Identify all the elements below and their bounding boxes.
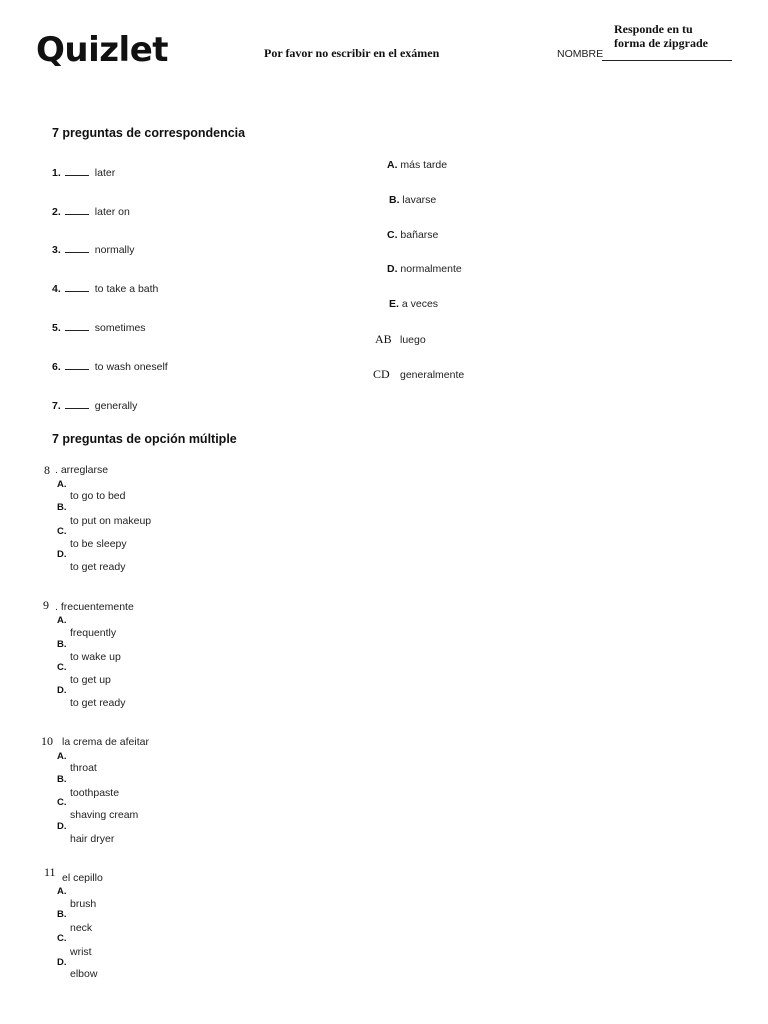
answer-letter: B. (389, 194, 400, 206)
matching-question (52, 283, 158, 295)
question-prompt: la crema de afeitar (62, 736, 149, 748)
matching-answer (389, 298, 438, 310)
question-prompt: . arreglarse (55, 464, 109, 476)
option-letter: D. (57, 549, 67, 560)
answer-text: lavarse (402, 194, 437, 206)
option-letter: B. (57, 774, 67, 785)
answer-blank (65, 206, 89, 215)
answer-blank (65, 283, 89, 292)
option-letter: A. (57, 886, 67, 897)
answer-blank (65, 400, 89, 409)
question-text: to take a bath (94, 283, 159, 295)
option-text: throat (70, 762, 97, 774)
question-text: normally (94, 244, 135, 256)
answer-text: más tarde (400, 159, 448, 171)
option-text: wrist (70, 946, 92, 958)
question-number: 7. (52, 400, 61, 412)
answer-blank (65, 361, 89, 370)
question-text: later (94, 167, 116, 179)
question-number: 9 (43, 598, 49, 612)
option-letter: B. (57, 909, 67, 920)
question-number: 8 (44, 463, 50, 477)
multiple-choice-title: 7 preguntas de opción múltiple (52, 432, 237, 446)
question-prompt: . frecuentemente (55, 601, 134, 613)
answer-letter: C. (387, 229, 398, 241)
option-text: to go to bed (70, 490, 126, 502)
matching-question (52, 244, 134, 256)
question-text: generally (94, 400, 138, 412)
answer-letter: A. (387, 159, 398, 171)
answer-letter: D. (387, 263, 398, 275)
question-number: 6. (52, 361, 61, 373)
matching-question (52, 206, 130, 218)
zipgrade-note (614, 22, 708, 50)
question-number: 2. (52, 206, 61, 218)
answer-text: a veces (401, 298, 439, 310)
option-text: toothpaste (70, 787, 120, 799)
nombre-line (602, 60, 732, 61)
question-text: to wash oneself (94, 361, 168, 373)
matching-answer (373, 367, 464, 382)
matching-answer (389, 194, 436, 206)
exam-note: Por favor no escribir en el exámen (264, 46, 440, 60)
answer-letter: CD (373, 367, 390, 381)
answer-blank (65, 167, 89, 176)
option-text: brush (70, 898, 97, 910)
option-text: elbow (70, 968, 98, 980)
option-text: to put on makeup (70, 515, 152, 527)
nombre-label: NOMBRE (557, 48, 604, 60)
answer-text: luego (400, 334, 426, 346)
option-text: neck (70, 922, 93, 934)
matching-question (52, 400, 137, 412)
option-letter: B. (57, 639, 67, 650)
option-letter: C. (57, 662, 67, 673)
matching-answer (387, 229, 438, 241)
option-text: to get ready (70, 697, 126, 709)
question-number: 11 (44, 865, 56, 879)
matching-title: 7 preguntas de correspondencia (52, 126, 246, 140)
question-text: sometimes (94, 322, 146, 334)
matching-answer (387, 263, 462, 275)
option-letter: D. (57, 957, 67, 968)
option-letter: A. (57, 479, 67, 490)
answer-letter: E. (389, 298, 399, 310)
option-text: frequently (70, 627, 117, 639)
option-letter: C. (57, 526, 67, 537)
question-number: 4. (52, 283, 61, 295)
question-number: 1. (52, 167, 61, 179)
option-text: hair dryer (70, 833, 115, 845)
question-prompt: el cepillo (62, 872, 103, 884)
quizlet-logo: Quizlet (36, 30, 169, 70)
answer-blank (65, 244, 89, 253)
option-text: to be sleepy (70, 538, 127, 550)
matching-question (52, 361, 168, 373)
matching-question (52, 322, 146, 334)
option-letter: A. (57, 615, 67, 626)
answer-text: bañarse (400, 229, 439, 241)
zipgrade-line-2: forma de zipgrade (614, 36, 708, 50)
answer-blank (65, 322, 89, 331)
option-text: to wake up (70, 651, 121, 663)
option-letter: B. (57, 502, 67, 513)
option-letter: A. (57, 751, 67, 762)
answer-letter: AB (375, 332, 392, 346)
matching-question (52, 167, 115, 179)
question-number: 10 (41, 734, 53, 748)
answer-text: normalmente (400, 263, 462, 275)
option-text: shaving cream (70, 809, 139, 821)
option-letter: D. (57, 821, 67, 832)
zipgrade-line-1: Responde en tu (614, 22, 693, 36)
question-number: 3. (52, 244, 61, 256)
option-text: to get up (70, 674, 111, 686)
option-letter: C. (57, 933, 67, 944)
matching-answer (387, 159, 447, 171)
question-text: later on (94, 206, 130, 218)
matching-answer (375, 332, 426, 347)
option-text: to get ready (70, 561, 126, 573)
question-number: 5. (52, 322, 61, 334)
option-letter: C. (57, 797, 67, 808)
answer-text: generalmente (400, 369, 465, 381)
option-letter: D. (57, 685, 67, 696)
